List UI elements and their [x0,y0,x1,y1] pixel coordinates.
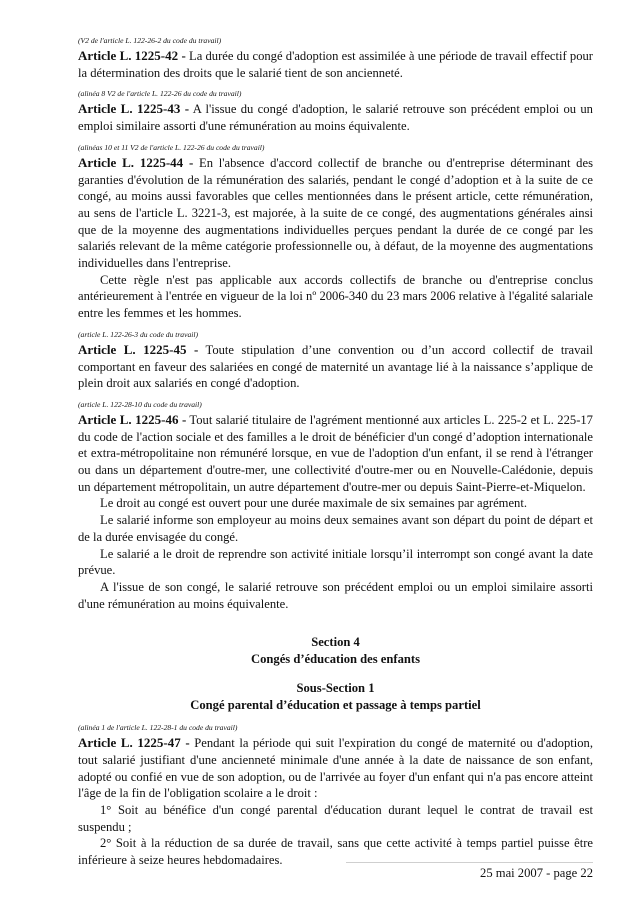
article-block [78,723,593,869]
article-source: (alinéa 8 V2 de l'article L. 122-26 du code du travail) [78,89,242,99]
article-paragraph: A l'issue de son congé, le salarié retrouve son précédent emploi ou un emploi similaire assorti d'une rémunération au moins équivalente. [78,579,593,611]
article-body: Pendant la période qui suit l'expiration du congé de maternité ou d'adoption, tout salarié justifiant d'une ancienneté minimale d'une année à la date de naissance de son enfant, adopté ou confié en vue de son adoption, ou de l'arrivée au foyer d'un enfant qui n'a pas encore atteint l'âge de la fin de l'obligation scolaire a le droit : [78,736,593,801]
article-source: (article L. 122-26-3 du code du travail) [78,329,199,339]
article-text [78,155,593,272]
article-text [78,412,593,496]
article-body: Toute stipulation d’une convention ou d’un accord collectif de travail comportant en faveur des salariées en congé de maternité un avantage lié à la naissance s’applique de plein droit aux salariés en congé d'adoption. [78,342,593,391]
article-label: Article L. 1225-43 - [78,101,190,117]
article-paragraph: 1° Soit au bénéfice d'un congé parental d'éducation durant lequel le contrat de travail est suspendu ; [78,803,593,834]
article-body: En l'absence d'accord collectif de branche ou d'entreprise déterminant des garanties d'évolution de la rémunération des salariés, pendant le congé d’adoption et à la suite de ce congé, au moins aussi favorables que celles mentionnées dans le présent article, cette rémunération, au sens de l'article L. 3221-3, est majorée, à la suite de ce congé, des augmentations générales ainsi que de la moyenne des augmentations individuelles perçues pendant la durée de ce congé par les salariés relevant de la même catégorie professionnelle ou, à défaut, de la moyenne des augmentations individuelles dans l'entreprise. [78,155,593,271]
article-source: (V2 de l'article L. 122-26-2 du code du travail) [78,36,222,45]
article-text [78,48,593,81]
article-body: Tout salarié titulaire de l'agrément mentionné aux articles L. 225-2 et L. 225-17 du code de l'action sociale et des familles a le droit de bénéficier d'un congé d’adoption internationale et extra-métropolitaine non rémunéré lorsque, en vue de l'adoption d'un enfant, il se rend à l'étranger ou dans un département d'outre-mer, une collectivité d'outre-mer ou en Nouvelle-Calédonie, depuis un département métropolitain, un autre département d'outre-mer ou depuis Saint-Pierre-et-Miquelon. [78,412,593,494]
subsection-title: Congé parental d’éducation et passage à temps partiel [190,697,481,712]
article-block [78,143,593,322]
article-block [78,89,593,134]
article-paragraph: Le droit au congé est ouvert pour une durée maximale de six semaines par agrément. [100,496,527,511]
article-paragraph: Le salarié informe son employeur au moins deux semaines avant son départ du point de départ et de la durée envisagée du congé. [78,513,593,544]
article-source: (alinéa 1 de l'article L. 122-28-1 du code du travail) [78,723,238,733]
subsection-number: Sous-Section 1 [296,680,375,695]
footer-divider [346,862,593,863]
article-text [78,342,593,392]
article-label: Article L. 1225-45 - [78,341,199,357]
article-label: Article L. 1225-47 - [78,735,190,751]
article-text [78,735,593,802]
article-source: (article L. 122-28-10 du code du travail) [78,399,202,409]
article-source: (alinéas 10 et 11 V2 de l'article L. 122-26 du code du travail) [78,142,265,152]
article-label: Article L. 1225-44 - [78,154,194,170]
article-label: Article L. 1225-42 - [78,48,186,63]
article-paragraph: Cette règle n'est pas applicable aux accords collectifs de branche ou d'entreprise conclus antérieurement à l'entrée en vigueur de la loi nº 2006-340 du 23 mars 2006 relative à l'égalité salariale entre les femmes et les hommes. [78,272,593,321]
page-footer: 25 mai 2007 - page 22 [480,866,593,880]
document-page [78,36,593,877]
article-block [78,330,593,392]
article-text [78,101,593,134]
article-block [78,36,593,81]
article-paragraph: Le salarié a le droit de reprendre son activité initiale lorsqu’il interrompt son congé avant la date prévue. [78,546,593,578]
section-number: Section 4 [311,635,360,650]
article-block [78,400,593,612]
article-paragraph: 2° Soit à la réduction de sa durée de travail, sans que cette activité à temps partiel puisse être inférieure à seize heures hebdomadaires. [78,836,593,868]
article-body: A l'issue du congé d'adoption, le salarié retrouve son précédent emploi ou un emploi similaire assorti d'une rémunération au moins équivalente. [78,102,593,134]
section-title: Congés d’éducation des enfants [251,652,420,667]
article-body: La durée du congé d'adoption est assimilée à une période de travail effectif pour la détermination des droits que le salarié tient de son ancienneté. [78,49,593,80]
article-label: Article L. 1225-46 - [78,411,187,427]
